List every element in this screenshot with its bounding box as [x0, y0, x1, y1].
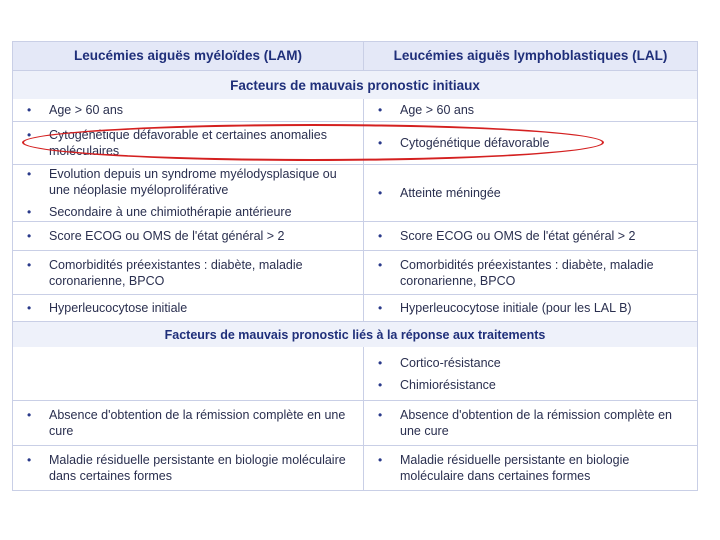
list-item [378, 407, 689, 439]
item-text: Maladie résiduelle persistante en biologie moléculaire dans certaines formes [400, 453, 630, 483]
table-row [13, 99, 697, 121]
bullet-icon: • [27, 128, 32, 142]
bullet-icon: • [27, 103, 32, 117]
list-item [378, 102, 689, 118]
list-item [27, 166, 355, 198]
bullet-icon: • [27, 205, 32, 219]
item-text: Age > 60 ans [49, 103, 124, 117]
table-row [13, 445, 697, 490]
cell-lam [13, 222, 364, 250]
list-item [378, 355, 689, 371]
cell-lal [364, 446, 697, 490]
item-text: Age > 60 ans [400, 103, 475, 117]
list-item [378, 257, 689, 289]
table-row [13, 121, 697, 164]
list-item [378, 228, 689, 244]
table-row [13, 347, 697, 400]
section-title-treatment: Facteurs de mauvais pronostic liés à la réponse aux traitements [13, 322, 697, 347]
cell-lam [13, 401, 364, 445]
list-item [27, 127, 355, 159]
item-text: Secondaire à une chimiothérapie antérieure [49, 205, 292, 219]
bullet-icon: • [378, 257, 383, 272]
cell-lam [13, 251, 364, 294]
section-row-initial [13, 70, 697, 99]
list-item [378, 185, 689, 201]
section-title-initial: Facteurs de mauvais pronostic initiaux [13, 71, 697, 99]
list-item [27, 228, 355, 244]
cell-lal [364, 347, 697, 400]
table-row [13, 294, 697, 321]
bullet-icon: • [27, 453, 32, 467]
table-row [13, 221, 697, 250]
table-row [13, 250, 697, 294]
bullet-icon: • [378, 355, 383, 370]
item-text: Cytogénétique défavorable et certaines anomalies moléculaires [49, 128, 327, 158]
bullet-icon: • [27, 301, 32, 315]
item-text: Chimiorésistance [400, 377, 496, 392]
bullet-icon: • [378, 229, 383, 243]
list-item [27, 407, 355, 439]
item-text: Absence d'obtention de la rémission complète en une cure [400, 408, 672, 438]
list-item [27, 102, 355, 118]
prognosis-table [12, 41, 698, 491]
item-text: Hyperleucocytose initiale [49, 301, 188, 315]
item-text: Absence d'obtention de la rémission complète en une cure [49, 408, 346, 438]
header-lal: Leucémies aiguës lymphoblastiques (LAL) [364, 42, 697, 70]
bullet-icon: • [378, 186, 383, 200]
list-item [378, 135, 689, 151]
cell-lam [13, 295, 364, 321]
item-text: Evolution depuis un syndrome myélodysplasique ou une néoplasie myéloproliférative [49, 167, 337, 197]
item-text: Cortico-résistance [400, 355, 501, 370]
list-item [27, 300, 355, 316]
item-text: Atteinte méningée [400, 186, 501, 200]
section-row-treatment [13, 321, 697, 347]
table-header-row [13, 42, 697, 70]
list-item [27, 257, 355, 289]
bullet-icon: • [378, 301, 383, 315]
bullet-icon: • [27, 408, 32, 422]
bullet-icon: • [378, 136, 383, 150]
item-text: Score ECOG ou OMS de l'état général > 2 [400, 229, 636, 243]
cell-lam [13, 99, 364, 121]
cell-lam [13, 122, 364, 164]
bullet-icon: • [27, 167, 32, 181]
list-item [27, 452, 355, 484]
cell-lal [364, 401, 697, 445]
item-text: Score ECOG ou OMS de l'état général > 2 [49, 229, 285, 243]
item-text: Hyperleucocytose initiale (pour les LAL B) [400, 301, 632, 315]
list-item [27, 204, 355, 220]
cell-lal [364, 295, 697, 321]
bullet-icon: • [378, 408, 383, 422]
item-text: Comorbidités préexistantes : diabète, maladie coronarienne, BPCO [49, 257, 303, 288]
bullet-icon: • [27, 257, 32, 272]
cell-lal [364, 251, 697, 294]
cell-lam [13, 347, 364, 400]
list-item [378, 452, 689, 484]
bullet-icon: • [378, 103, 383, 117]
list-item [378, 377, 689, 393]
cell-lam [13, 446, 364, 490]
bullet-icon: • [378, 453, 383, 467]
item-text: Comorbidités préexistantes : diabète, maladie coronarienne, BPCO [400, 257, 654, 288]
bullet-icon: • [378, 377, 383, 392]
header-lam: Leucémies aiguës myéloïdes (LAM) [13, 42, 364, 70]
cell-lal [364, 99, 697, 121]
table-row [13, 164, 697, 221]
item-text: Cytogénétique défavorable [400, 136, 550, 150]
cell-lal [364, 165, 697, 221]
item-text: Maladie résiduelle persistante en biologie moléculaire dans certaines formes [49, 453, 346, 483]
cell-lam [13, 165, 364, 221]
cell-lal [364, 222, 697, 250]
bullet-icon: • [27, 229, 32, 243]
table-row [13, 400, 697, 445]
list-item [378, 300, 689, 316]
cell-lal [364, 122, 697, 164]
